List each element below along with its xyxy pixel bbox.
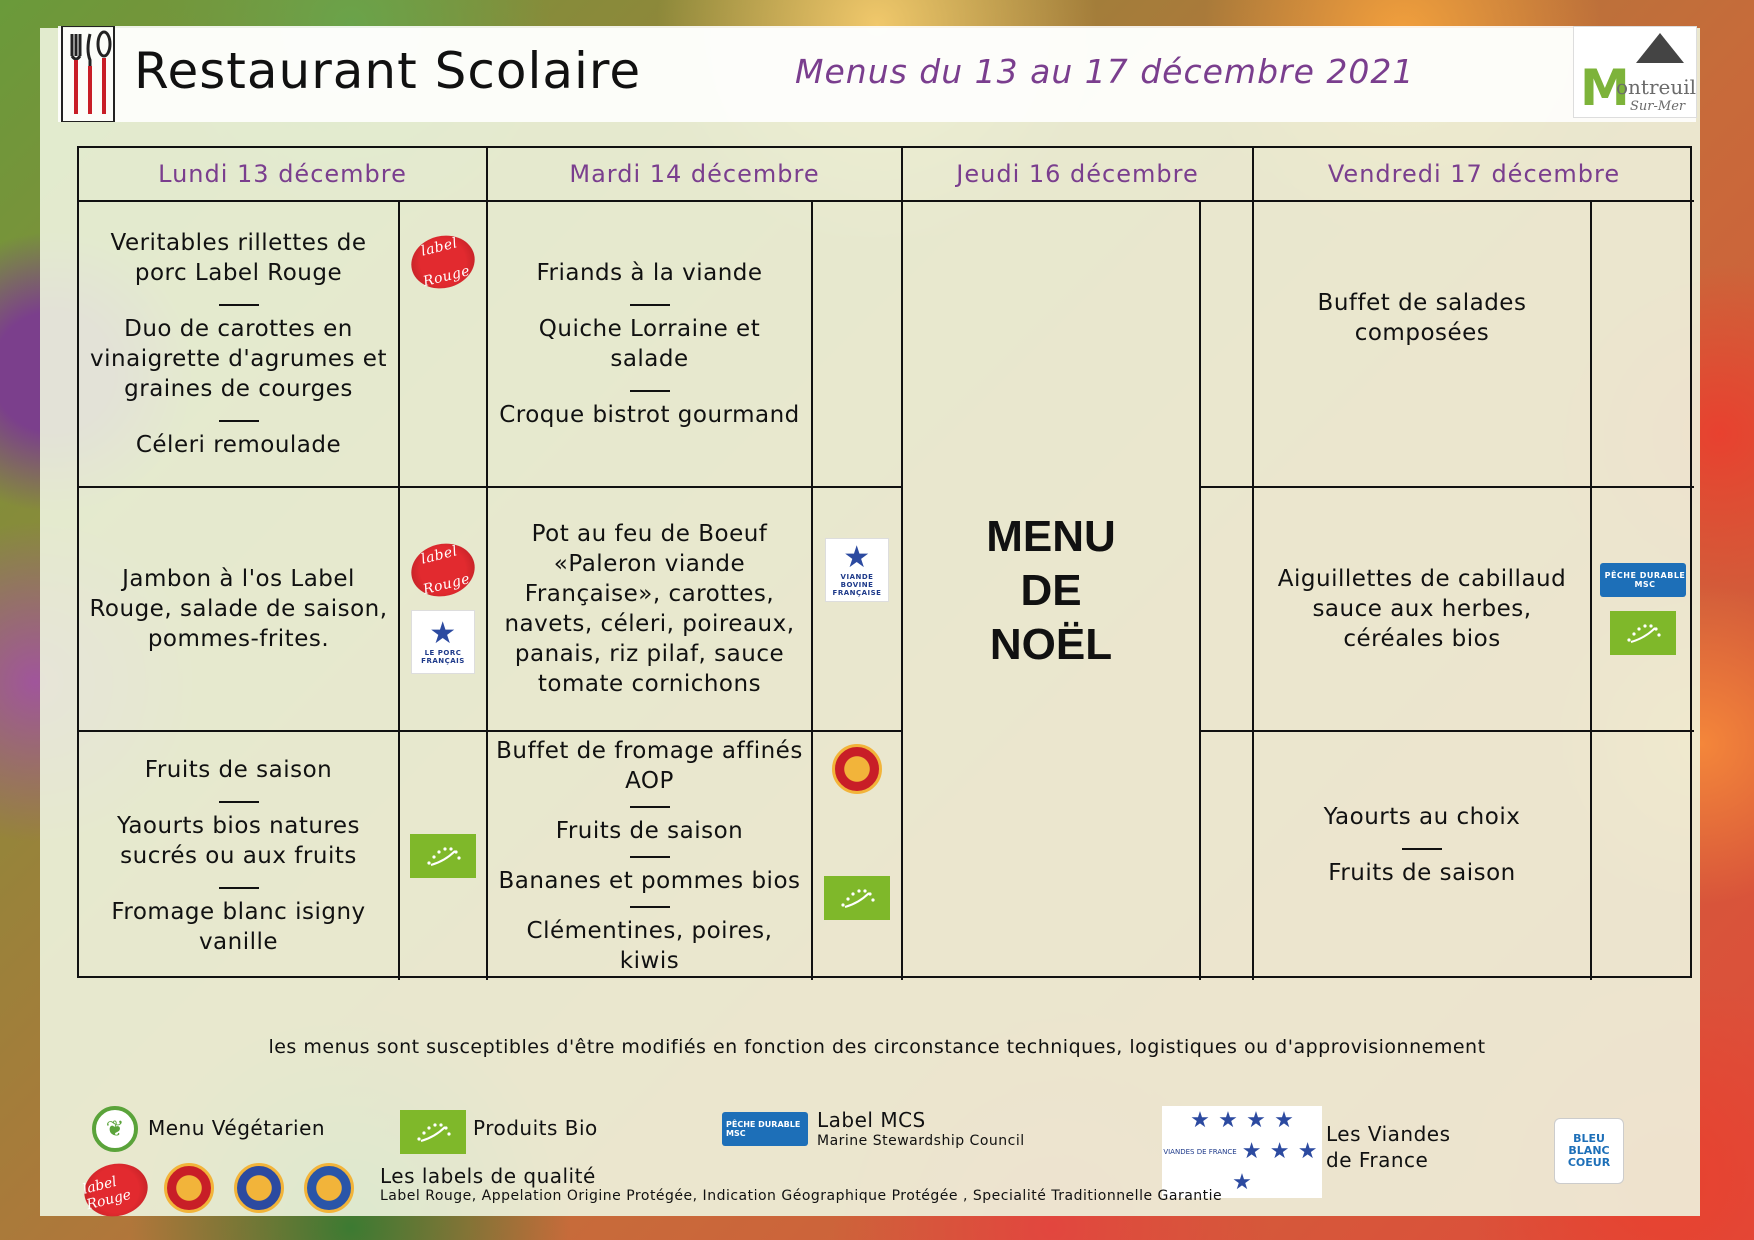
mardi-dessert-labels [813, 732, 903, 980]
viandes-de-france-icon: ★ ★ ★ ★ VIANDES DE FRANCE ★ ★ ★ ★ [1162, 1106, 1322, 1198]
legend-labels-title: Les labels de qualité [380, 1164, 596, 1188]
label-rouge-icon: label Rouge [406, 537, 481, 603]
porc-francais-icon: ★ LE PORC FRANÇAIS [411, 610, 475, 674]
viande-bovine-francaise-icon: ★ VIANDE BOVINE FRANÇAISE [825, 538, 889, 602]
vendredi-dessert-labels [1592, 732, 1694, 980]
day-header-jeudi: Jeudi 16 décembre [903, 148, 1254, 202]
jeudi-labels-1 [1201, 202, 1254, 488]
legend-mcs-sub: Marine Stewardship Council [817, 1133, 1025, 1149]
msc-icon: PÊCHE DURABLE MSC [1600, 563, 1686, 597]
lundi-entree-labels [400, 202, 488, 488]
mardi-dessert: Buffet de fromage affinés AOP Fruits de saison Bananes et pommes bios Clémentines, poires, kiwis [488, 732, 813, 980]
vendredi-entree: Buffet de salades composées [1254, 202, 1592, 488]
vegetarian-icon: ❦ [92, 1106, 138, 1152]
agriculture-bio-icon [1610, 611, 1676, 655]
vendredi-plat-labels [1592, 488, 1694, 732]
mardi-plat: Pot au feu de Boeuf «Paleron viande Française», carottes, navets, céleri, poireaux, panais, riz pilaf, sauce tomate cornichons [488, 488, 813, 732]
menu-grid [77, 146, 1692, 978]
page-subtitle: Menus du 13 au 17 décembre 2021 [795, 52, 1415, 91]
mardi-plat-labels [813, 488, 903, 732]
legend-viandes-line1: Les Viandes [1326, 1122, 1451, 1146]
lundi-dessert-labels [400, 732, 488, 980]
vendredi-dessert: Yaourts au choix Fruits de saison [1254, 732, 1592, 980]
day-header-mardi: Mardi 14 décembre [488, 148, 903, 202]
page-title: Restaurant Scolaire [134, 42, 642, 100]
label-rouge-icon: label Rouge [79, 1157, 154, 1223]
legend-labels-sub: Label Rouge, Appelation Origine Protégée, Indication Géographique Protégée , Specialité Traditionnelle Garantie [380, 1188, 1223, 1204]
agriculture-bio-icon [824, 876, 890, 920]
mardi-entree-labels [813, 202, 903, 488]
mardi-entree: Friands à la viande Quiche Lorraine et salade Croque bistrot gourmand [488, 202, 813, 488]
lundi-plat-labels [400, 488, 488, 732]
aop-icon [832, 744, 882, 794]
montreuil-logo: M ontreuil Sur-Mer [1573, 26, 1697, 118]
vendredi-entree-labels [1592, 202, 1694, 488]
bleu-blanc-coeur-icon: BLEU BLANC COEUR [1554, 1118, 1624, 1184]
disclaimer-notice: les menus sont susceptibles d'être modifiés en fonction des circonstance techniques, logistiques ou d'approvisionnement [268, 1036, 1486, 1058]
lundi-entree: Veritables rillettes de porc Label Rouge Duo de carottes en vinaigrette d'agrumes et graines de courges Céleri remoulade [79, 202, 400, 488]
vendredi-plat: Aiguillettes de cabillaud sauce aux herbes, céréales bios [1254, 488, 1592, 732]
legend-vegetarien: Menu Végétarien [148, 1116, 326, 1140]
agriculture-bio-icon [400, 1110, 466, 1154]
jeudi-menu-noel: MENU DE NOËL [903, 202, 1201, 980]
legend-bio: Produits Bio [473, 1116, 598, 1140]
aop-icon [164, 1163, 214, 1213]
lundi-dessert: Fruits de saison Yaourts bios natures sucrés ou aux fruits Fromage blanc isigny vanille [79, 732, 400, 980]
stg-icon [304, 1163, 354, 1213]
label-rouge-icon: label Rouge [406, 229, 481, 295]
cutlery-icon [60, 26, 116, 122]
jeudi-labels-3 [1201, 732, 1254, 980]
day-header-lundi: Lundi 13 décembre [79, 148, 488, 202]
legend-mcs-title: Label MCS [817, 1108, 926, 1132]
agriculture-bio-icon [410, 834, 476, 878]
jeudi-labels-2 [1201, 488, 1254, 732]
lundi-plat: Jambon à l'os Label Rouge, salade de saison, pommes-frites. [79, 488, 400, 732]
day-header-vendredi: Vendredi 17 décembre [1254, 148, 1694, 202]
msc-icon: PÊCHE DURABLE MSC [722, 1112, 808, 1146]
igp-icon [234, 1163, 284, 1213]
legend-viandes-line2: de France [1326, 1148, 1429, 1172]
